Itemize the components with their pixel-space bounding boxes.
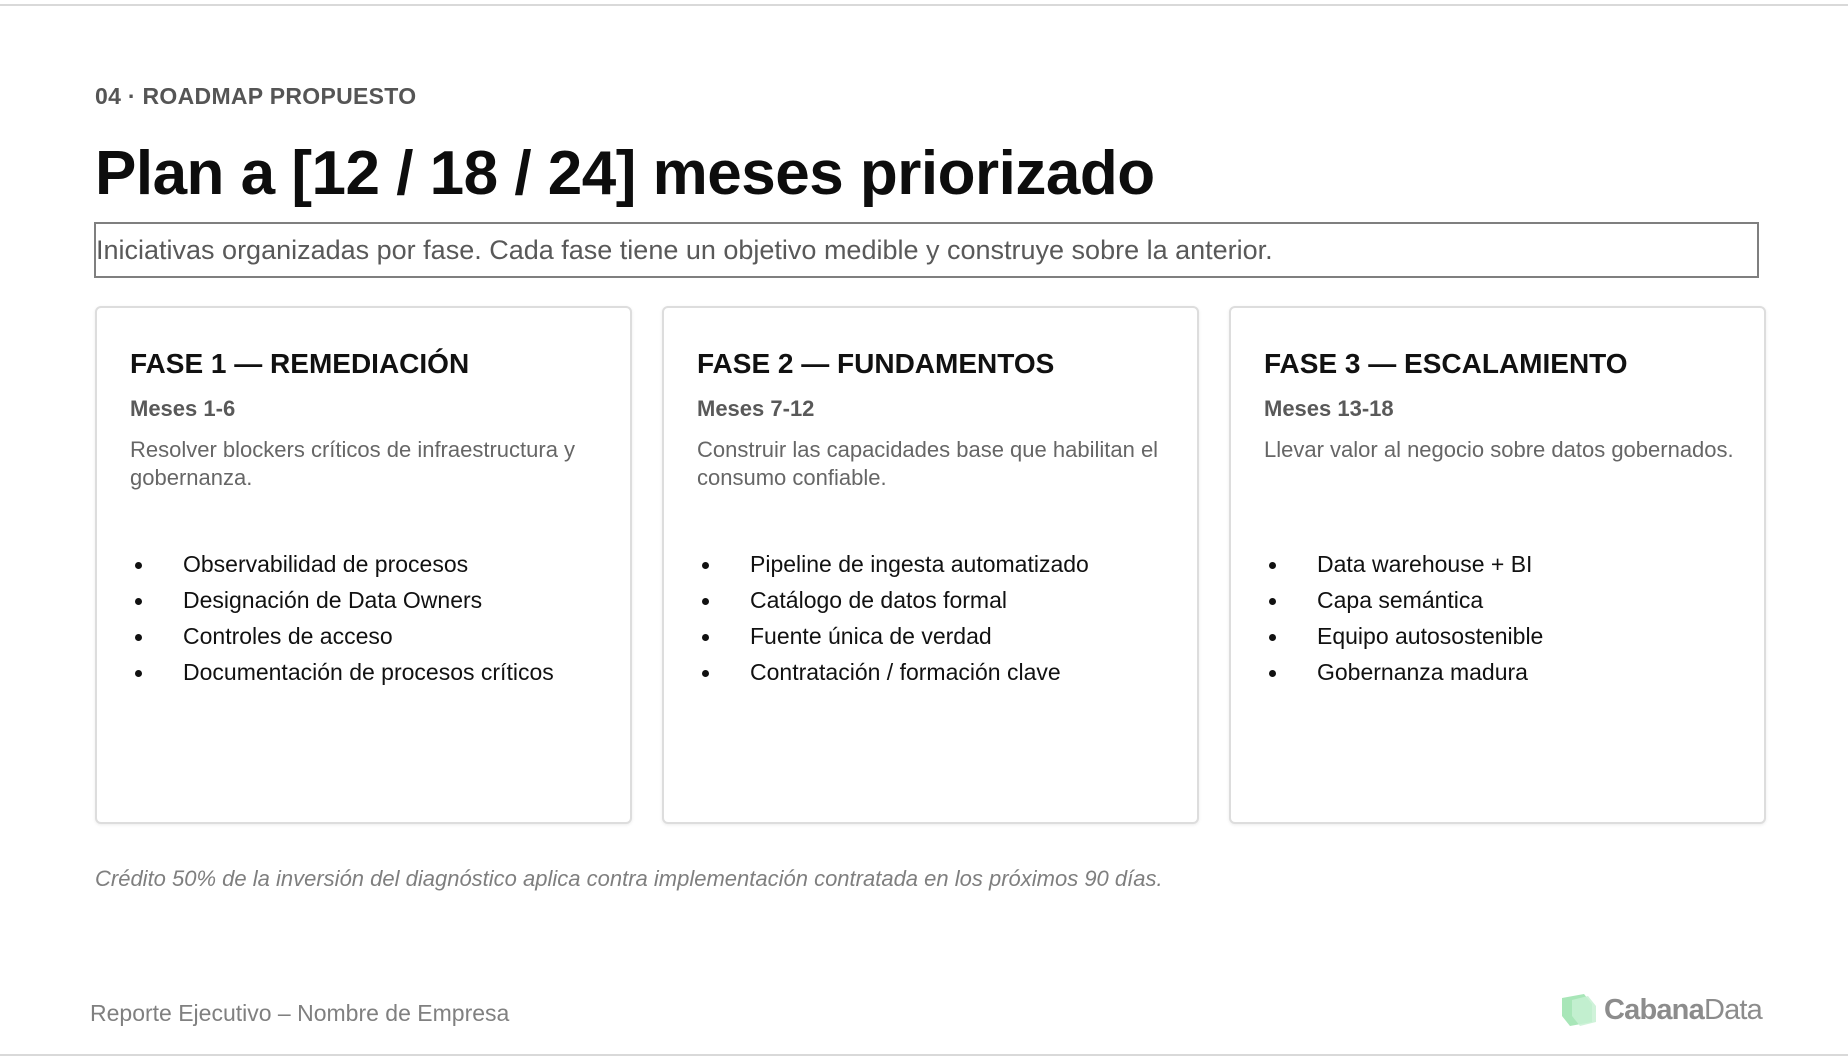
list-item-label: Gobernanza madura bbox=[1317, 659, 1528, 685]
brand-logo bbox=[1558, 990, 1762, 1030]
phase-initiatives-list bbox=[697, 546, 1089, 690]
cabin-logo-icon bbox=[1558, 992, 1598, 1028]
list-item bbox=[697, 582, 1089, 618]
bullet-icon bbox=[702, 634, 709, 641]
page-title: Plan a [12 / 18 / 24] meses priorizado bbox=[95, 139, 1155, 208]
brand-name bbox=[1604, 994, 1762, 1027]
bullet-icon bbox=[135, 598, 142, 605]
list-item bbox=[1264, 582, 1543, 618]
phase-description: Llevar valor al negocio sobre datos gobernados. bbox=[1264, 437, 1734, 462]
list-item-label: Capa semántica bbox=[1317, 587, 1484, 613]
list-item-label: Designación de Data Owners bbox=[183, 587, 483, 613]
list-item bbox=[130, 546, 554, 582]
bullet-icon bbox=[135, 634, 142, 641]
phase-initiatives-list bbox=[130, 546, 554, 690]
list-item-label: Data warehouse + BI bbox=[1317, 551, 1533, 577]
phase-card-1 bbox=[95, 306, 632, 824]
phase-description: Construir las capacidades base que habilitan el consumo confiable. bbox=[697, 437, 1159, 490]
bullet-icon bbox=[1269, 670, 1276, 677]
bullet-icon bbox=[1269, 562, 1276, 569]
bullet-icon bbox=[702, 670, 709, 677]
list-item bbox=[697, 618, 1089, 654]
list-item-label: Pipeline de ingesta automatizado bbox=[750, 551, 1089, 577]
phase-months: Meses 13-18 bbox=[1264, 396, 1394, 421]
list-item-label: Observabilidad de procesos bbox=[183, 551, 469, 577]
subtitle-box: Iniciativas organizadas por fase. Cada fase tiene un objetivo medible y construye sobre la anterior. bbox=[94, 222, 1759, 278]
list-item bbox=[697, 546, 1089, 582]
brand-name-part2: Data bbox=[1703, 993, 1762, 1026]
bullet-icon bbox=[135, 670, 142, 677]
list-item-label: Documentación de procesos críticos bbox=[183, 659, 554, 685]
list-item-label: Equipo autosostenible bbox=[1317, 623, 1544, 649]
phase-months: Meses 7-12 bbox=[697, 396, 815, 421]
bullet-icon bbox=[702, 598, 709, 605]
phase-card-2 bbox=[662, 306, 1199, 824]
list-item-label: Fuente única de verdad bbox=[750, 623, 992, 649]
list-item bbox=[130, 654, 554, 690]
phase-title: FASE 2 — FUNDAMENTOS bbox=[697, 348, 1055, 379]
list-item bbox=[130, 582, 554, 618]
list-item bbox=[1264, 546, 1543, 582]
phase-months: Meses 1-6 bbox=[130, 396, 236, 421]
list-item-label: Controles de acceso bbox=[183, 623, 393, 649]
phase-description: Resolver blockers críticos de infraestructura y gobernanza. bbox=[130, 437, 576, 490]
bullet-icon bbox=[135, 562, 142, 569]
brand-name-part1: Cabana bbox=[1603, 993, 1704, 1026]
list-item-label: Catálogo de datos formal bbox=[750, 587, 1007, 613]
bullet-icon bbox=[702, 562, 709, 569]
bullet-icon bbox=[1269, 634, 1276, 641]
credit-note: Crédito 50% de la inversión del diagnóstico aplica contra implementación contratada en los próximos 90 días. bbox=[95, 866, 1163, 891]
top-divider bbox=[0, 4, 1848, 6]
section-label: 04 · ROADMAP PROPUESTO bbox=[95, 83, 417, 109]
phase-title: FASE 3 — ESCALAMIENTO bbox=[1264, 348, 1628, 379]
phase-initiatives-list bbox=[1264, 546, 1543, 690]
bullet-icon bbox=[1269, 598, 1276, 605]
phase-card-3 bbox=[1229, 306, 1766, 824]
list-item bbox=[1264, 654, 1543, 690]
list-item-label: Contratación / formación clave bbox=[750, 659, 1061, 685]
list-item bbox=[697, 654, 1089, 690]
phase-title: FASE 1 — REMEDIACIÓN bbox=[130, 348, 470, 379]
list-item bbox=[1264, 618, 1543, 654]
list-item bbox=[130, 618, 554, 654]
footer-report-name: Reporte Ejecutivo – Nombre de Empresa bbox=[90, 1000, 510, 1026]
